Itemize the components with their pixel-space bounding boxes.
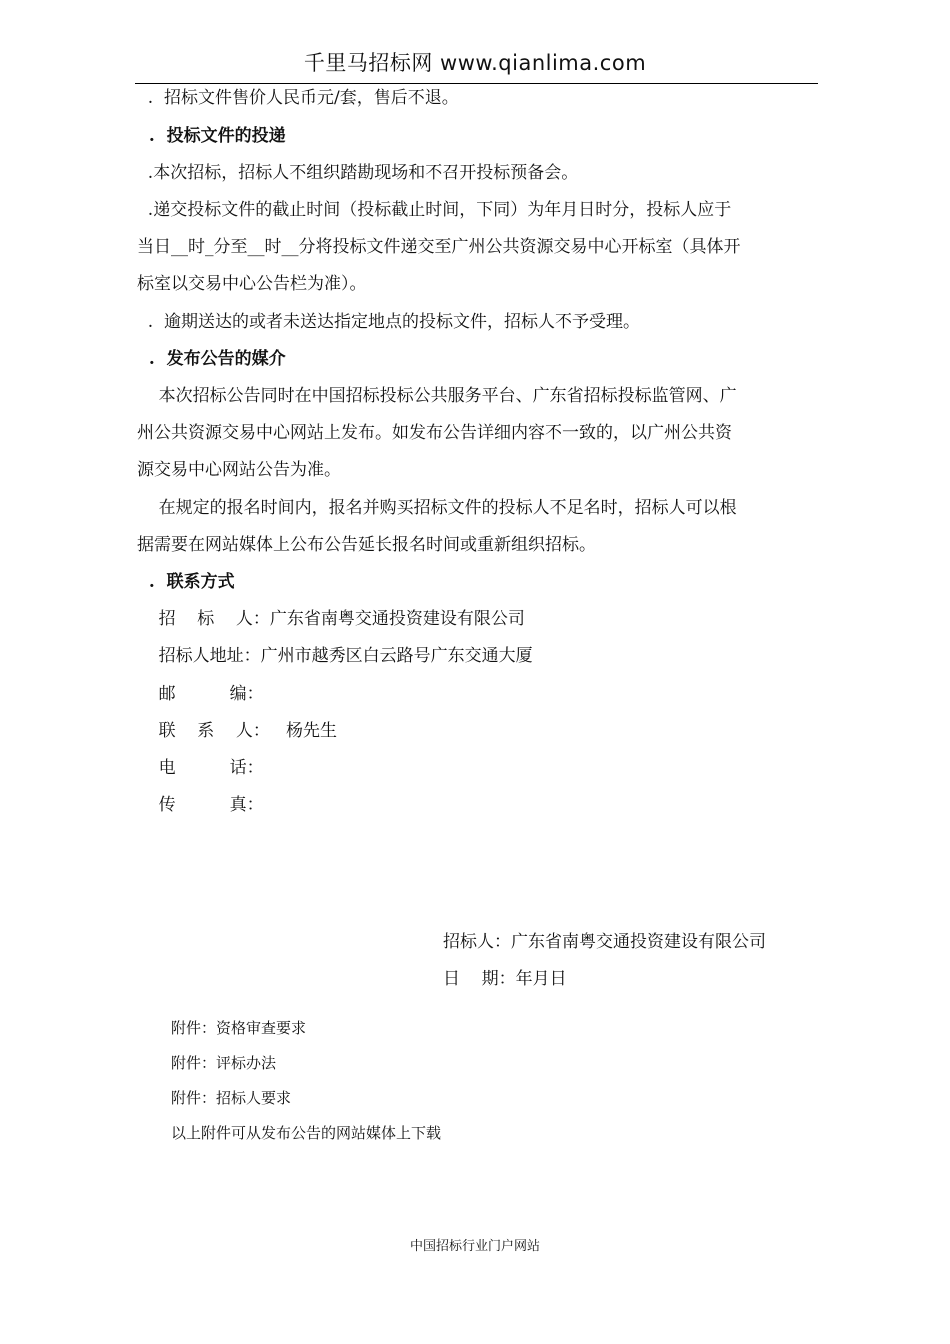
- attachment-item: 附件：招标人要求: [171, 1089, 292, 1107]
- page-footer: 中国招标行业门户网站: [409, 1239, 540, 1254]
- body-line: 当日__时_分至__时__分将投标文件递交至广州公共资源交易中心开标室（具体开: [137, 237, 741, 257]
- contact-person: 联 系 人： 杨先生: [137, 721, 338, 741]
- contact-postcode: 邮 编：: [137, 684, 264, 704]
- contact-tenderer: 招 标 人：广东省南粤交通投资建设有限公司: [137, 609, 525, 629]
- body-line: . 逾期送达的或者未送达指定地点的投标文件，招标人不予受理。: [137, 312, 641, 332]
- signature-date: 日 期：年月日: [443, 969, 567, 989]
- section-heading-contact: . 联系方式: [137, 572, 235, 592]
- body-line: 在规定的报名时间内，报名并购买招标文件的投标人不足名时，招标人可以根: [137, 498, 737, 518]
- signature-tenderer: 招标人：广东省南粤交通投资建设有限公司: [443, 932, 766, 952]
- body-line: 标室以交易中心公告栏为准）。: [137, 274, 367, 294]
- attachment-item: 附件：资格审查要求: [171, 1019, 307, 1037]
- contact-fax: 传 真：: [137, 795, 264, 815]
- body-line: 源交易中心网站公告为准。: [137, 460, 341, 480]
- contact-address: 招标人地址：广州市越秀区白云路号广东交通大厦: [137, 646, 533, 666]
- attachment-item: 附件：评标办法: [171, 1054, 277, 1072]
- header-rule: [135, 83, 818, 84]
- body-line: 州公共资源交易中心网站上发布。如发布公告详细内容不一致的，以广州公共资: [137, 423, 732, 443]
- body-line: .递交投标文件的截止时间（投标截止时间，下同）为年月日时分，投标人应于: [137, 200, 732, 220]
- section-heading-media: . 发布公告的媒介: [137, 349, 286, 369]
- fee-line: . 招标文件售价人民币元/套，售后不退。: [137, 88, 459, 108]
- section-heading-submission: . 投标文件的投递: [137, 126, 286, 146]
- body-line: 据需要在网站媒体上公布公告延长报名时间或重新组织招标。: [137, 535, 596, 555]
- site-title: 千里马招标网 www.qianlima.com: [303, 51, 647, 75]
- attachment-note: 以上附件可从发布公告的网站媒体上下载: [171, 1124, 442, 1142]
- contact-phone: 电 话：: [137, 758, 264, 778]
- body-line: .本次招标，招标人不组织踏勘现场和不召开投标预备会。: [137, 163, 579, 183]
- body-line: 本次招标公告同时在中国招标投标公共服务平台、广东省招标投标监管网、广: [137, 386, 737, 406]
